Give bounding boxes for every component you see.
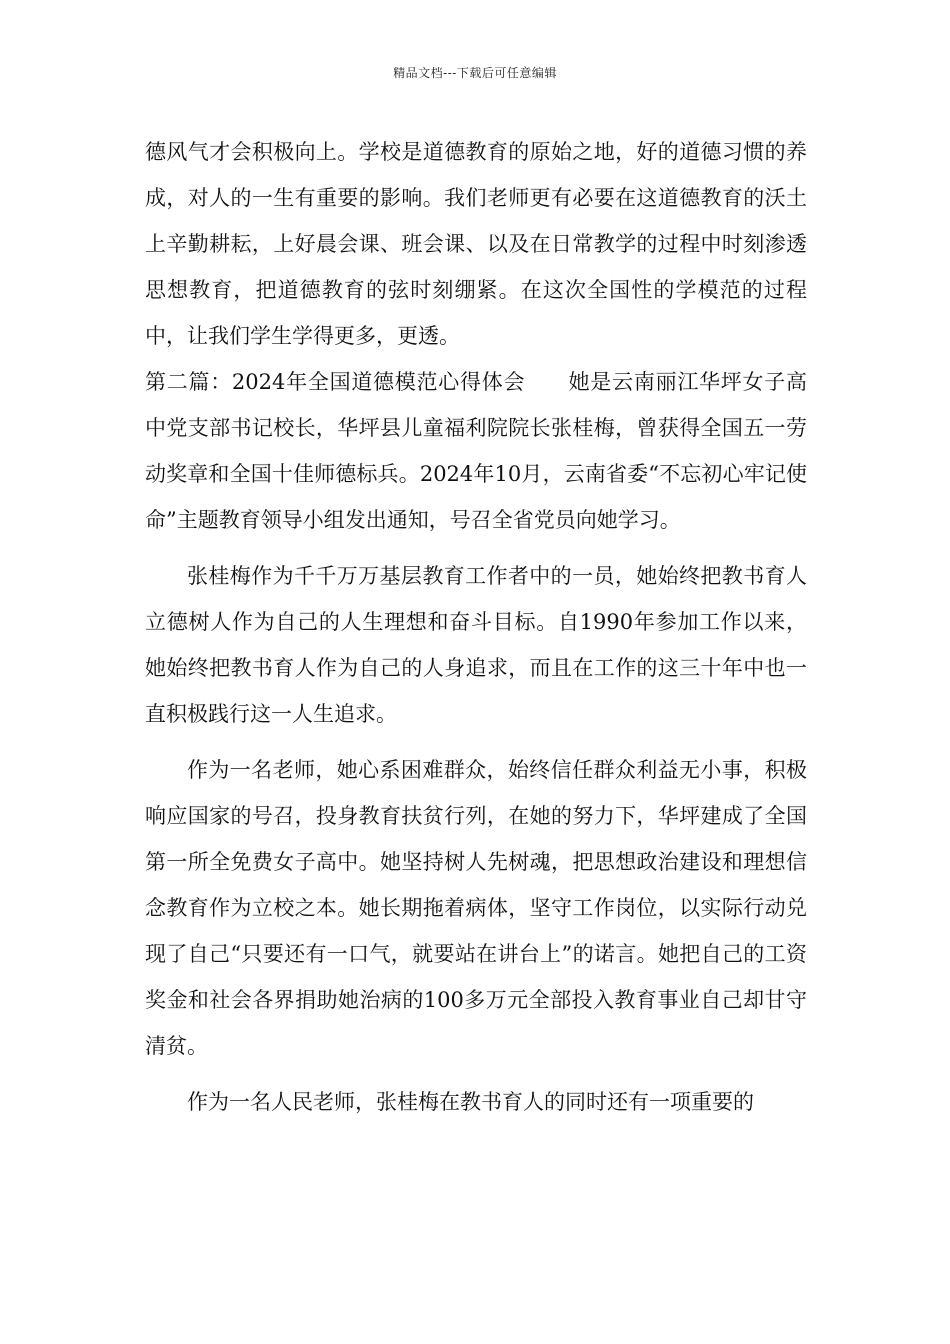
paragraph: 作为一名老师，她心系困难群众，始终信任群众利益无小事，积极响应国家的号召，投身教育扶贫行列，在她的努力下，华坪建成了全国第一所全免费女子高中。她坚持树人先树魂，把思想政治建设和理想信念教育作为立校之本。她长期拖着病体，坚守工作岗位，以实际行动兑现了自己“只要还有一口气，就要站在讲台上”的诺言。她把自己的工资奖金和社会各界捐助她治病的100多万元全部投入教育事业自己却甘守清贫。	[145, 758, 807, 1058]
paragraph-continuation: 德风气才会积极向上。学校是道德教育的原始之地，好的道德习惯的养成，对人的一生有重要的影响。我们老师更有必要在这道德教育的沃土上辛勤耕耘，上好晨会课、班会课、以及在日常教学的过程中时刻渗透思想教育，把道德教育的弦时刻绷紧。在这次全国性的学模范的过程中，让我们学生学得更多，更透。	[145, 140, 807, 348]
paragraph-section-title: 第二篇：2024年全国道德模范心得体会 她是云南丽江华坪女子高中党支部书记校长，华坪县儿童福利院院长张桂梅，曾获得全国五一劳动奖章和全国十佳师德标兵。2024年10月，云南省委“不忘初心牢记使命”主题教育领导小组发出通知，号召全省党员向她学习。	[145, 370, 807, 532]
paragraph: 张桂梅作为千千万万基层教育工作者中的一员，她始终把教书育人立德树人作为自己的人生理想和奋斗目标。自1990年参加工作以来，她始终把教书育人作为自己的人身追求，而且在工作的这三十年中也一直积极践行这一人生追求。	[145, 564, 807, 726]
document-body	[145, 129, 807, 1125]
paragraph: 作为一名人民老师，张桂梅在教书育人的同时还有一项重要的	[187, 1090, 754, 1114]
page-header: 精品文档---下载后可任意编辑	[393, 66, 557, 80]
